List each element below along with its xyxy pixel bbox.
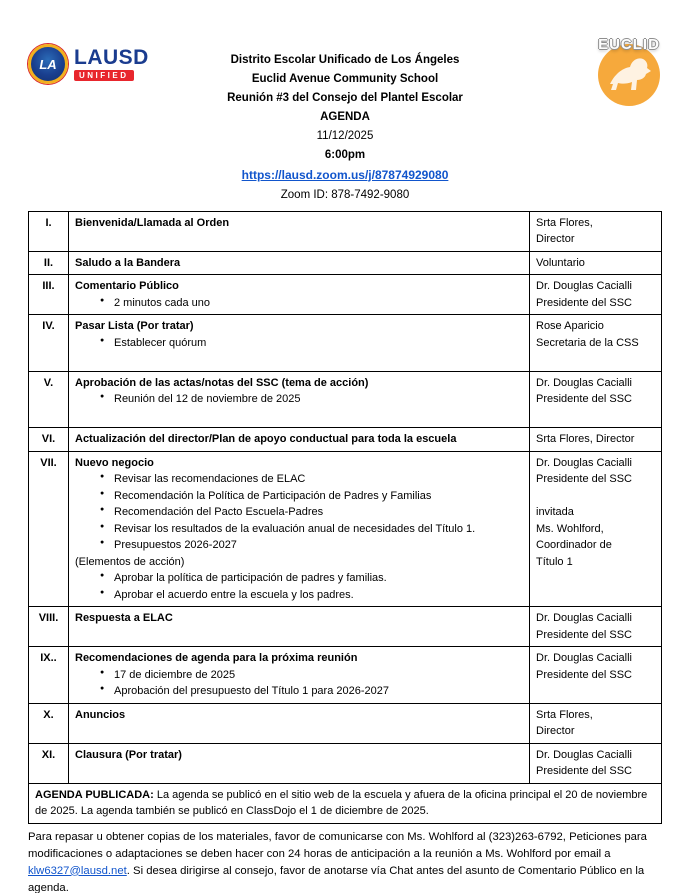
agenda-bullet-item: ● Revisar las recomendaciones de ELAC xyxy=(99,471,523,488)
agenda-bullet-item: ● Revisar los resultados de la evaluación anual de necesidades del Título 1. xyxy=(99,521,523,538)
meeting-time: 6:00pm xyxy=(324,149,366,162)
contact-text-before: Para repasar u obtener copias de los materiales, favor de comunicarse con Ms. Wohlford al (323)263-6792, Peticiones para modificaciones o adaptaciones se deben hacer con 24 horas de anticipación a la reunión a Ms. Wohlford por email a xyxy=(28,830,647,860)
person-line: Director xyxy=(536,725,575,738)
agenda-item-title: Actualización del director/Plan de apoyo conductual para toda la escuela xyxy=(75,433,457,446)
agenda-row xyxy=(29,743,662,783)
person-line: Director xyxy=(536,233,575,246)
agenda-row xyxy=(29,451,662,607)
district-title: Distrito Escolar Unificado de Los Ángeles xyxy=(230,54,460,66)
agenda-row-person xyxy=(530,315,662,372)
agenda-bullet-item: ● Recomendación del Pacto Escuela-Padres xyxy=(99,504,523,521)
agenda-rows-section xyxy=(29,211,662,783)
agenda-item-title: Saludo a la Bandera xyxy=(75,256,181,269)
lausd-seal-icon xyxy=(28,44,68,84)
person-line: Rose Aparicio xyxy=(536,320,604,333)
agenda-row-content xyxy=(69,743,530,783)
agenda-bullet-item: ● Presupuestos 2026-2027 xyxy=(99,537,523,554)
person-line: Presidente del SSC xyxy=(536,393,632,406)
person-line: Presidente del SSC xyxy=(536,765,632,778)
agenda-row-person xyxy=(530,703,662,743)
agenda-row-person xyxy=(530,451,662,607)
agenda-row-person xyxy=(530,251,662,275)
agenda-bullet-item: ● Reunión del 12 de noviembre de 2025 xyxy=(99,391,523,408)
agenda-row-number: XI. xyxy=(29,743,69,783)
agenda-bullet-item: ● Establecer quórum xyxy=(99,335,523,352)
agenda-item-title: Respuesta a ELAC xyxy=(75,612,173,625)
agenda-bullet-item: ● 2 minutos cada uno xyxy=(99,295,523,312)
agenda-item-title: Pasar Lista (Por tratar) xyxy=(75,320,194,333)
person-line: Dr. Douglas Cacialli xyxy=(536,456,632,469)
agenda-row-content xyxy=(69,428,530,452)
euclid-logo xyxy=(588,36,670,106)
lausd-unified-badge: UNIFIED xyxy=(74,70,134,81)
agenda-row-content xyxy=(69,315,530,372)
agenda-row xyxy=(29,211,662,251)
agenda-row-person xyxy=(530,371,662,428)
agenda-bullet-item: ● 17 de diciembre de 2025 xyxy=(99,667,523,684)
euclid-wordmark: EUCLID xyxy=(598,36,660,53)
agenda-row-person xyxy=(530,607,662,647)
agenda-row-person xyxy=(530,428,662,452)
agenda-row-number: VI. xyxy=(29,428,69,452)
published-label: AGENDA PUBLICADA: xyxy=(35,788,154,801)
agenda-table xyxy=(28,211,662,824)
agenda-bullet-item: ● Aprobación del presupuesto del Título 1 para 2026-2027 xyxy=(99,683,523,700)
published-text: La agenda se publicó en el sitio web de la escuela y afuera de la oficina principal el 20 de noviembre de 2025. La agenda también se publicó en ClassDojo el 1 de diciembre de 2025. xyxy=(35,788,648,818)
person-line: Presidente del SSC xyxy=(536,668,632,681)
euclid-bulldog-icon xyxy=(598,44,660,106)
agenda-row-content xyxy=(69,607,530,647)
agenda-row-person xyxy=(530,743,662,783)
agenda-row-number: VIII. xyxy=(29,607,69,647)
agenda-published-row xyxy=(29,783,662,823)
agenda-row-number: III. xyxy=(29,275,69,315)
agenda-bullet-item: ● Aprobar el acuerdo entre la escuela y los padres. xyxy=(99,587,523,604)
person-line xyxy=(536,488,655,505)
agenda-published-cell xyxy=(29,783,662,823)
agenda-item-title: Anuncios xyxy=(75,708,126,721)
agenda-row-content xyxy=(69,371,530,428)
agenda-item-title: Clausura (Por tratar) xyxy=(75,748,182,761)
person-line: Srta Flores, xyxy=(536,216,593,229)
agenda-row-content xyxy=(69,647,530,704)
contact-text-after: . Si desea dirigirse al consejo, favor de anotarse vía Chat antes del asunto de Comentario Público en la agenda. xyxy=(28,864,645,893)
agenda-row xyxy=(29,607,662,647)
zoom-id: Zoom ID: 878-7492-9080 xyxy=(280,188,410,201)
agenda-row-person xyxy=(530,211,662,251)
doc-type-label: AGENDA xyxy=(320,111,370,124)
contact-note xyxy=(28,829,662,893)
agenda-note-line: (Elementos de acción) xyxy=(75,555,185,568)
person-line: Dr. Douglas Cacialli xyxy=(536,652,632,665)
agenda-item-title: Aprobación de las actas/notas del SSC (tema de acción) xyxy=(75,376,369,389)
agenda-item-title: Nuevo negocio xyxy=(75,456,154,469)
person-line: Presidente del SSC xyxy=(536,296,632,309)
agenda-row-number: X. xyxy=(29,703,69,743)
agenda-footer-section xyxy=(29,783,662,823)
agenda-row xyxy=(29,315,662,372)
person-line: Voluntario xyxy=(536,256,585,269)
agenda-row-number: IV. xyxy=(29,315,69,372)
agenda-bullet-item: ● Recomendación la Política de Participación de Padres y Familias xyxy=(99,488,523,505)
person-line: Secretaria de la CSS xyxy=(536,336,639,349)
lausd-name-text: LAUSD xyxy=(74,46,149,69)
agenda-row xyxy=(29,703,662,743)
agenda-row xyxy=(29,251,662,275)
person-line: Ms. Wohlford, xyxy=(536,522,604,535)
agenda-row-number: II. xyxy=(29,251,69,275)
school-title: Euclid Avenue Community School xyxy=(251,73,439,86)
document-header xyxy=(0,0,690,203)
person-line: Título 1 xyxy=(536,555,573,568)
meeting-title: Reunión #3 del Consejo del Plantel Escolar xyxy=(227,92,463,105)
person-line: Dr. Douglas Cacialli xyxy=(536,376,632,389)
agenda-row-content xyxy=(69,451,530,607)
lausd-logo xyxy=(28,44,149,84)
agenda-row xyxy=(29,647,662,704)
person-line: Coordinador de xyxy=(536,539,612,552)
agenda-row-person xyxy=(530,275,662,315)
person-line: invitada xyxy=(536,506,574,519)
agenda-row xyxy=(29,371,662,428)
agenda-item-title: Recomendaciones de agenda para la próxima reunión xyxy=(75,652,358,665)
zoom-link[interactable]: https://lausd.zoom.us/j/87874929080 xyxy=(241,167,449,182)
person-line: Dr. Douglas Cacialli xyxy=(536,280,632,293)
agenda-row-content xyxy=(69,703,530,743)
person-line: Presidente del SSC xyxy=(536,473,632,486)
agenda-row-person xyxy=(530,647,662,704)
person-line: Presidente del SSC xyxy=(536,628,632,641)
person-line: Dr. Douglas Cacialli xyxy=(536,748,632,761)
agenda-bullet-item: ● Aprobar la política de participación de padres y familias. xyxy=(99,570,523,587)
agenda-row-number: IX.. xyxy=(29,647,69,704)
agenda-note-line xyxy=(75,351,523,368)
agenda-row-number: VII. xyxy=(29,451,69,607)
person-line: Srta Flores, Director xyxy=(536,433,635,446)
agenda-row-content xyxy=(69,211,530,251)
agenda-row-number: V. xyxy=(29,371,69,428)
agenda-item-title: Comentario Público xyxy=(75,280,179,293)
agenda-row-number: I. xyxy=(29,211,69,251)
agenda-note-line xyxy=(75,408,523,425)
person-line: Srta Flores, xyxy=(536,708,593,721)
agenda-item-title: Bienvenida/Llamada al Orden xyxy=(75,216,230,229)
email-link[interactable]: klw6327@lausd.net xyxy=(28,864,127,877)
meeting-date: 11/12/2025 xyxy=(316,130,374,143)
agenda-row-content xyxy=(69,275,530,315)
agenda-row-content xyxy=(69,251,530,275)
lausd-wordmark xyxy=(74,47,149,81)
agenda-row xyxy=(29,275,662,315)
agenda-row xyxy=(29,428,662,452)
person-line: Dr. Douglas Cacialli xyxy=(536,612,632,625)
lausd-seal-initials: LA xyxy=(39,56,57,72)
